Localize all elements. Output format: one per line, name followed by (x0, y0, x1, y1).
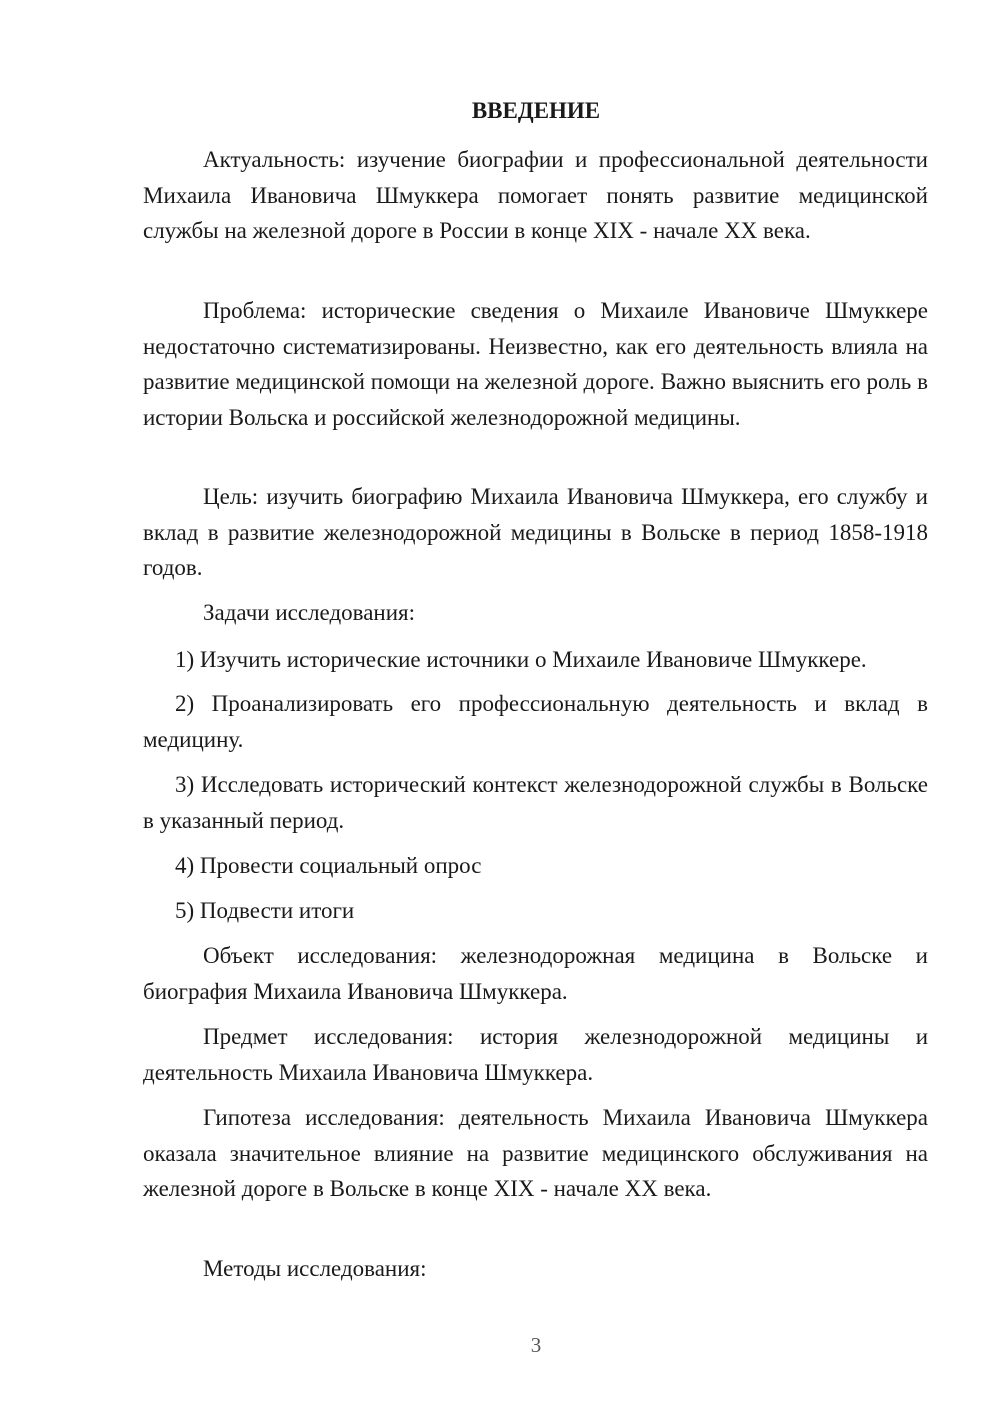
paragraph-object: Объект исследования: железнодорожная медицина в Вольске и биография Михаила Ивановича Шмуккера. (143, 943, 928, 1004)
task-item-3: 3) Исследовать исторический контекст железнодорожной службы в Вольске в указанный период. (143, 772, 928, 833)
task-item-2: 2) Проанализировать его профессиональную деятельность и вклад в медицину. (143, 691, 928, 752)
paragraph-relevance: Актуальность: изучение биографии и профессиональной деятельности Михаила Ивановича Шмуккера помогает понять развитие медицинской службы на железной дороге в России в конце XIX - начале XX века. (143, 147, 928, 243)
paragraph-subject: Предмет исследования: история железнодорожной медицины и деятельность Михаила Ивановича Шмуккера. (143, 1024, 928, 1085)
task-item-1: 1) Изучить исторические источники о Михаиле Ивановиче Шмуккере. (175, 647, 867, 672)
task-item-4: 4) Провести социальный опрос (175, 853, 482, 878)
paragraph-methods: Методы исследования: (203, 1256, 427, 1281)
task-item-5: 5) Подвести итоги (175, 898, 355, 923)
paragraph-problem: Проблема: исторические сведения о Михаиле Ивановиче Шмуккере недостаточно систематизированы. Неизвестно, как его деятельность влияла на развитие медицинской помощи на железной дороге. Важно выяснить его роль в истории Вольска и российской железнодорожной медицины. (143, 298, 928, 430)
paragraph-tasks-heading: Задачи исследования: (203, 600, 416, 625)
paragraph-hypothesis: Гипотеза исследования: деятельность Михаила Ивановича Шмуккера оказала значительное влияние на развитие медицинского обслуживания на железной дороге в Вольске в конце XIX - начале XX века. (143, 1105, 928, 1201)
page-number: 3 (530, 1333, 542, 1357)
section-title: ВВЕДЕНИЕ (471, 98, 601, 123)
paragraph-goal: Цель: изучить биографию Михаила Ивановича Шмуккера, его службу и вклад в развитие железнодорожной медицины в Вольске в период 1858-1918 годов. (143, 484, 928, 580)
